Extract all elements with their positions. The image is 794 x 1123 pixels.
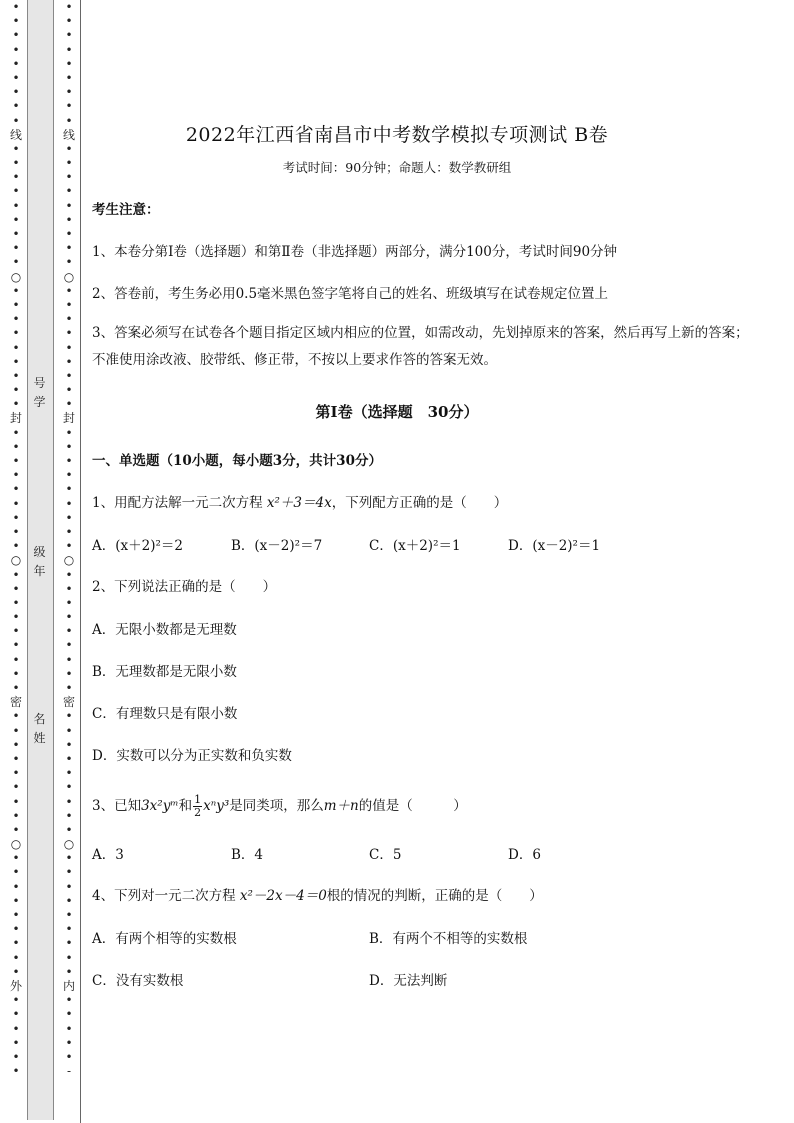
binding-right-dot: • [65,482,73,497]
binding-right-dot: • [65,1049,73,1064]
binding-right-dot: • [65,638,73,653]
binding-right-dot: • [65,581,73,596]
binding-right-mark: ○ [63,553,75,568]
binding-left-dot: • [12,822,20,837]
notice-item: 2、答卷前，考生务必用0.5毫米黑色签字笔将自己的姓名、班级填写在试卷规定位置上 [92,286,609,302]
binding-left-dot: • [12,312,20,327]
binding-right-dot: • [65,610,73,625]
binding-left-dot: • [12,397,20,412]
binding-left-dot: • [12,454,20,468]
binding-left-dot: • [12,326,20,341]
binding-right-dot: • [65,255,73,270]
question-2-option-d[interactable]: D．实数可以分为正实数和负实数 [92,748,292,764]
binding-left-dot: • [12,439,20,454]
binding-right-dot: • [65,922,73,937]
fraction-one-half: $\frac{1}{2}$ [194,793,202,819]
question-4-option-c[interactable]: C．没有实数根 [92,973,184,989]
binding-left-dot: • [12,524,20,539]
grade-label: 级 年 [33,545,46,578]
binding-left-dot: • [12,581,20,596]
binding-right-dot: • [65,737,73,752]
binding-right-dot: • [65,170,73,185]
binding-left-dot: • [12,85,20,100]
binding-left-dot: • [12,368,20,383]
binding-right-mark: ○ [63,837,75,852]
binding-right-dot: • [65,723,73,738]
binding-right-dot: • [65,14,73,29]
binding-right-dot: • [65,28,73,43]
binding-left-dot: • [12,539,20,554]
binding-left-dot: • [12,212,20,227]
question-4-stem: 4、下列对一元二次方程 x²－2x－4＝0根的情况的判断，正确的是（ ） [92,888,543,904]
binding-left-dot: • [12,255,20,270]
binding-left-dot: • [12,468,20,483]
binding-right-dot: • [65,283,73,298]
binding-right-mark: 密 [62,695,75,710]
binding-left-mark: 密 [9,695,22,710]
binding-left-dot: • [12,496,20,511]
binding-right-dot: • [65,425,73,440]
binding-left-dot: • [12,297,20,312]
binding-left-dot: • [12,0,20,14]
binding-right-dot: • [65,56,73,71]
binding-left-dot: • [12,595,20,610]
question-2-option-b[interactable]: B．无理数都是无限小数 [92,664,237,680]
binding-right-dot: • [65,241,73,256]
binding-right-dot: • [65,595,73,610]
binding-left-dot: • [12,70,20,85]
binding-right-dot: • [65,808,73,823]
name-label: 名 姓 [33,712,46,745]
binding-right-dot: • [65,156,73,171]
binding-left-mark: ○ [10,269,22,284]
binding-right-dot: • [65,766,73,781]
binding-right-dot: • [65,368,73,383]
binding-left-dot: • [12,723,20,738]
question-1-option-d[interactable]: D．(x－2)²＝1 [508,538,601,554]
binding-left-dot: • [12,681,20,695]
binding-right-dot: • [65,893,73,908]
binding-left-dot: • [12,1064,20,1079]
binding-right-dot: • [65,851,73,866]
binding-left-dot: • [12,652,20,667]
binding-right-dot: • [65,524,73,539]
notice-heading: 考生注意： [92,202,160,218]
binding-right-dot: • [65,624,73,639]
binding-left-dot: • [12,737,20,752]
binding-left-dot: • [12,766,20,781]
binding-right-dot: • [65,297,73,312]
binding-right-dot: • [65,822,73,837]
binding-left-dot: • [12,198,20,213]
binding-left-mark: 线 [9,127,22,142]
binding-right-mark: ○ [63,269,75,284]
binding-left-mark: 封 [9,411,22,426]
binding-right-dot: • [65,1035,73,1050]
binding-right-dot: • [65,666,73,681]
binding-left-dot: • [12,851,20,866]
binding-right-dot: • [65,99,73,114]
binding-left-dot: • [12,993,20,1008]
question-4-option-d[interactable]: D．无法判断 [369,973,448,989]
question-4-option-b[interactable]: B．有两个不相等的实数根 [369,931,528,947]
question-2-option-a[interactable]: A．无限小数都是无理数 [92,622,237,638]
binding-right-dot: • [65,681,73,695]
question-3-stem: 3、已知3x²yᵐ和 $\frac{1}{2}$ xⁿy³是同类项，那么m＋n的值是（ ） [92,793,467,819]
binding-left-dot: • [12,780,20,795]
binding-right-dot: • [65,439,73,454]
part-heading: 一、单选题（10小题，每小题3分，共计30分） [92,453,382,469]
binding-left-dot: • [12,709,20,724]
binding-right-dot: • [65,539,73,554]
binding-left-dot: • [12,1035,20,1050]
binding-right-dot: • [65,85,73,100]
exam-subtitle: 考试时间：90分钟；命题人：数学教研组 [282,160,512,175]
binding-left-dot: • [12,340,20,355]
binding-right-dot: • [65,1021,73,1036]
binding-left-dot: • [12,666,20,681]
binding-right-dot: • [65,354,73,369]
binding-left-dot: • [12,624,20,639]
binding-left-dot: • [12,936,20,951]
exam-title: 2022年江西省南昌市中考数学模拟专项测试 B卷 [185,124,609,146]
binding-right-dot: • [65,141,73,156]
binding-right-dot: • [65,964,73,979]
binding-right-dot: • [65,42,73,57]
binding-left-dot: • [12,950,20,965]
binding-right-dot: • [65,198,73,213]
binding-left-dot: • [12,99,20,114]
binding-right-dot: • [65,340,73,355]
binding-left-dot: • [12,425,20,440]
question-1-option-a[interactable]: A．(x＋2)²＝2 [92,538,183,554]
binding-right-dot: • [65,865,73,880]
binding-left-dot: • [12,42,20,57]
binding-left-dot: • [12,908,20,922]
binding-right-dot: • [65,780,73,795]
binding-left-dot: • [12,893,20,908]
binding-right-dot: • [65,709,73,724]
question-1-option-c[interactable]: C．(x＋2)²＝1 [369,538,461,554]
binding-right-dot: • [65,567,73,582]
binding-left-dot: • [12,14,20,29]
binding-right-dot: • [65,0,73,14]
binding-left-dot: • [12,879,20,894]
binding-left-dot: • [12,567,20,582]
binding-right-dot: • [65,794,73,809]
binding-left-dot: • [12,184,20,199]
binding-right-mark: 封 [62,411,75,426]
binding-left-dot: • [12,156,20,171]
binding-left-dot: • [12,170,20,185]
binding-left-dot: • [12,510,20,525]
binding-right-dot: • [65,312,73,327]
binding-right-dot: • [65,652,73,667]
notice-item: 3、答案必须写在试卷各个题目指定区域内相应的位置，如需改动，先划掉原来的答案，然后再写上新的答案；不准使用涂改液、胶带纸、修正带，不按以上要求作答的答案无效。 [92,325,749,368]
question-1-option-b[interactable]: B．(x－2)²＝7 [231,538,323,554]
binding-right-dot: • [65,397,73,412]
binding-right-dot: • [65,383,73,398]
question-3-option-a[interactable]: A．3 [92,847,124,863]
binding-left-dot: • [12,922,20,937]
binding-right-mark: 线 [62,127,75,142]
binding-right-dot: • [65,510,73,525]
question-4-option-a[interactable]: A．有两个相等的实数根 [92,931,237,947]
binding-left-dot: • [12,808,20,823]
binding-right-dot: • [65,496,73,511]
binding-left-dot: • [12,1007,20,1022]
binding-right-dot: • [65,326,73,341]
binding-left-dot: • [12,638,20,653]
binding-left-mark: ○ [10,553,22,568]
question-2-stem: 2、下列说法正确的是（ ） [92,579,277,595]
binding-right-dot: • [65,993,73,1008]
question-3-option-d[interactable]: D．6 [508,847,541,863]
binding-right-dot: • [65,751,73,766]
binding-right-dot: • [65,113,73,128]
binding-right-dot: • [65,936,73,951]
notice-item: 1、本卷分第I卷（选择题）和第Ⅱ卷（非选择题）两部分，满分100分，考试时间90分钟 [92,244,618,260]
binding-right-dot: • [65,184,73,199]
binding-left-dot: • [12,227,20,241]
binding-left-dot: • [12,28,20,43]
binding-left-dot: • [12,964,20,979]
binding-right-dot: • [65,212,73,227]
binding-left-dot: • [12,1021,20,1036]
binding-right-dot: • [65,950,73,965]
student-number-label: 号 学 [33,376,46,409]
binding-left-dot: • [12,610,20,625]
binding-left-dot: • [12,283,20,298]
binding-right-dot: • [65,908,73,922]
question-3-option-b[interactable]: B．4 [231,847,264,863]
binding-left-dot: • [12,113,20,128]
binding-left-dot: • [12,1049,20,1064]
binding-right-dot: • [65,454,73,468]
binding-left-dot: • [12,141,20,156]
binding-right-dot: • [65,1007,73,1022]
binding-left-dot: • [12,794,20,809]
question-2-option-c[interactable]: C．有理数只是有限小数 [92,706,238,722]
question-1-stem: 1、用配方法解一元二次方程 x²＋3＝4x，下列配方正确的是（ ） [92,495,508,511]
binding-right-dot: • [65,468,73,483]
binding-left-dot: • [12,354,20,369]
binding-left-dot: • [12,241,20,256]
binding-right-dot: • [65,879,73,894]
binding-left-dot: • [12,482,20,497]
binding-right-dot: • [65,70,73,85]
binding-left-dot: • [12,56,20,71]
binding-left-mark: ○ [10,837,22,852]
binding-left-mark: 外 [9,978,22,993]
binding-left-dot: • [12,383,20,398]
binding-left-dot: • [12,751,20,766]
binding-right-mark: 内 [62,978,75,993]
binding-right-dot: • [65,227,73,241]
section-title: 第I卷（选择题 30分） [315,403,479,421]
question-3-option-c[interactable]: C．5 [369,847,402,863]
binding-left-dot: • [12,865,20,880]
binding-right-mark: - [66,1064,72,1079]
